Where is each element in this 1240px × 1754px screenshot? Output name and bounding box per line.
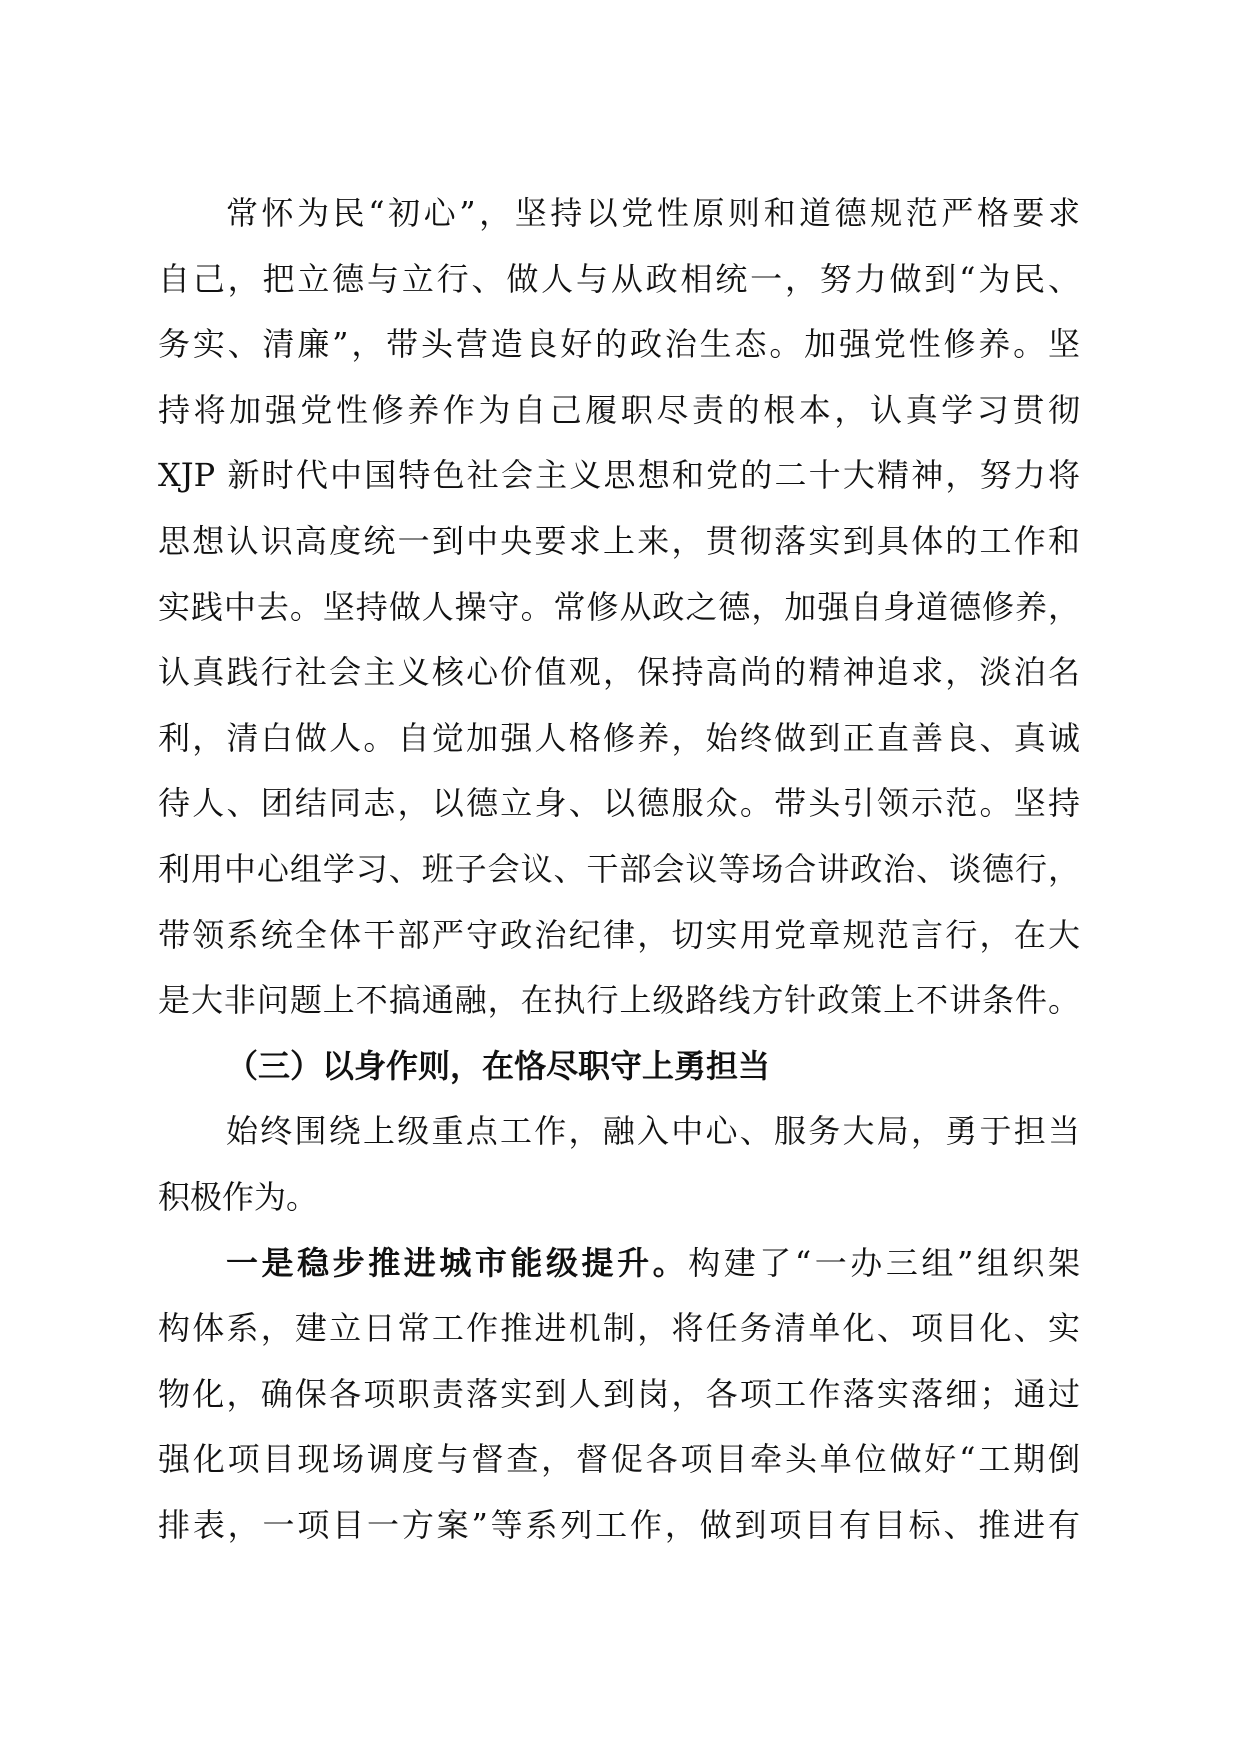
paragraph-line: 强化项目现场调度与督查，督促各项目牵头单位做好“工期倒 — [158, 1440, 1080, 1479]
paragraph-city-level-upgrade — [158, 1231, 1080, 1559]
paragraph-line: 实践中去。坚持做人操守。常修从政之德，加强自身道德修养， — [158, 587, 1080, 626]
section-heading: （三）以身作则，在恪尽职守上勇担当 — [226, 1046, 771, 1085]
paragraph-line: 待人、团结同志，以德立身、以德服众。带头引领示范。坚持 — [158, 784, 1080, 823]
paragraph-line: 常怀为民“初心”，坚持以党性原则和道德规范严格要求 — [226, 194, 1080, 232]
paragraph-line: 始终围绕上级重点工作，融入中心、服务大局，勇于担当 — [226, 1112, 1080, 1151]
paragraph-line: 排表，一项目一方案”等系列工作，做到项目有目标、推进有 — [158, 1505, 1080, 1544]
paragraph-line: 利，清白做人。自觉加强人格修养，始终做到正直善良、真诚 — [158, 718, 1080, 757]
paragraph-line: 持将加强党性修养作为自己履职尽责的根本，认真学习贯彻 — [158, 390, 1080, 429]
paragraph-line: 务实、清廉”，带头营造良好的政治生态。加强党性修养。坚 — [158, 325, 1080, 364]
paragraph-line: 物化，确保各项职责落实到人到岗，各项工作落实落细；通过 — [158, 1374, 1080, 1413]
paragraph-line-text: 构建了“一办三组”组织架 — [688, 1243, 1080, 1282]
paragraph-line: 是大非问题上不搞通融，在执行上级路线方针政策上不讲条件。 — [158, 981, 1080, 1020]
paragraph-responsibility — [158, 1099, 1080, 1230]
point-heading: 一是稳步推进城市能级提升。 — [226, 1243, 689, 1282]
paragraph-line — [158, 1231, 1080, 1297]
paragraph-line: 带领系统全体干部严守政治纪律，切实用党章规范言行，在大 — [158, 915, 1080, 954]
paragraph-line: 自己，把立德与立行、做人与从政相统一，努力做到“为民、 — [158, 259, 1080, 298]
document-body — [158, 181, 1080, 1558]
paragraph-party-spirit — [158, 181, 1080, 1034]
paragraph-line: 构体系，建立日常工作推进机制，将任务清单化、项目化、实 — [158, 1309, 1080, 1348]
paragraph-line: 积极作为。 — [158, 1177, 319, 1216]
paragraph-line: 认真践行社会主义核心价值观，保持高尚的精神追求，淡泊名 — [158, 653, 1080, 692]
paragraph-line: XJP 新时代中国特色社会主义思想和党的二十大精神，努力将 — [158, 456, 1080, 495]
paragraph-line: 思想认识高度统一到中央要求上来，贯彻落实到具体的工作和 — [158, 521, 1080, 560]
paragraph-line: 利用中心组学习、班子会议、干部会议等场合讲政治、谈德行， — [158, 849, 1080, 888]
